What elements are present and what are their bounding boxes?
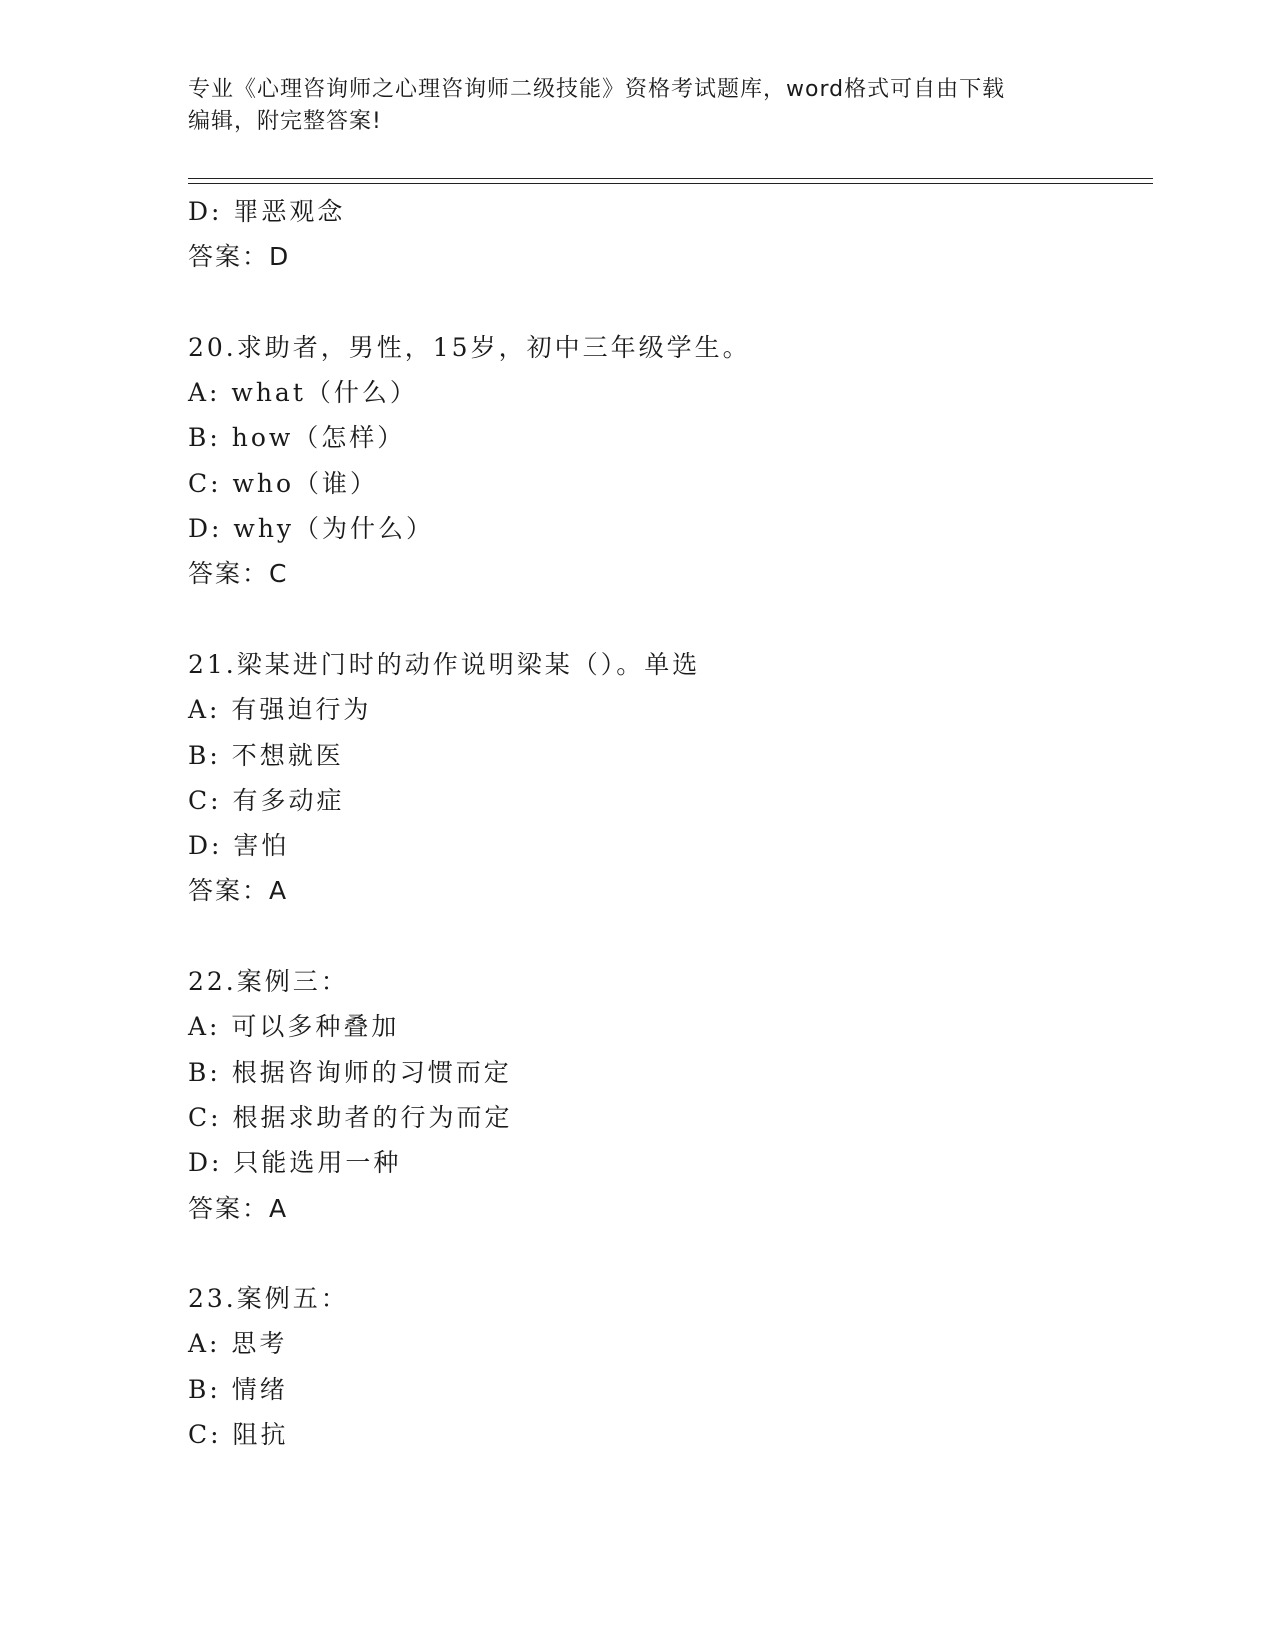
header-rule-top <box>188 178 1153 179</box>
answer-option: C: who（谁） <box>188 468 379 498</box>
answer-key: 答案：C <box>188 559 289 589</box>
answer-option: B: 不想就医 <box>188 740 344 770</box>
answer-option: A: what（什么） <box>188 378 418 408</box>
answer-option: A: 有强迫行为 <box>188 695 372 725</box>
question-stem: 23.案例五： <box>188 1284 349 1314</box>
answer-option: D: 害怕 <box>188 831 290 861</box>
question-stem: 20.求助者，男性，15岁，初中三年级学生。 <box>188 332 751 362</box>
answer-option: D: why（为什么） <box>188 514 435 544</box>
answer-option: D: 罪恶观念 <box>188 197 346 226</box>
answer-option: A: 思考 <box>188 1329 288 1359</box>
page-header <box>188 74 1068 138</box>
answer-option: B: 情绪 <box>188 1374 288 1404</box>
blank-line <box>188 597 1148 642</box>
answer-key: 答案：A <box>188 1193 289 1223</box>
question-stem: 21.梁某进门时的动作说明梁某（）。单选 <box>188 649 701 679</box>
header-line-1: 专业《心理咨询师之心理咨询师二级技能》资格考试题库，word格式可自由下载 <box>188 77 1006 102</box>
header-line-2: 编辑，附完整答案! <box>188 109 382 134</box>
answer-key: 答案：A <box>188 876 289 906</box>
answer-option: C: 阻抗 <box>188 1420 289 1450</box>
answer-option: A: 可以多种叠加 <box>188 1012 400 1042</box>
answer-option: B: how（怎样） <box>188 423 406 453</box>
answer-option: C: 有多动症 <box>188 785 345 815</box>
question-list <box>188 189 1148 1457</box>
blank-line <box>188 280 1148 325</box>
blank-line <box>188 914 1148 959</box>
blank-line <box>188 1231 1148 1276</box>
question-stem: 22.案例三： <box>188 967 349 997</box>
answer-option: B: 根据咨询师的习惯而定 <box>188 1057 512 1087</box>
answer-key: 答案：D <box>188 242 291 272</box>
answer-option: D: 只能选用一种 <box>188 1148 402 1178</box>
header-rule-bottom <box>188 183 1153 184</box>
answer-option: C: 根据求助者的行为而定 <box>188 1102 513 1132</box>
